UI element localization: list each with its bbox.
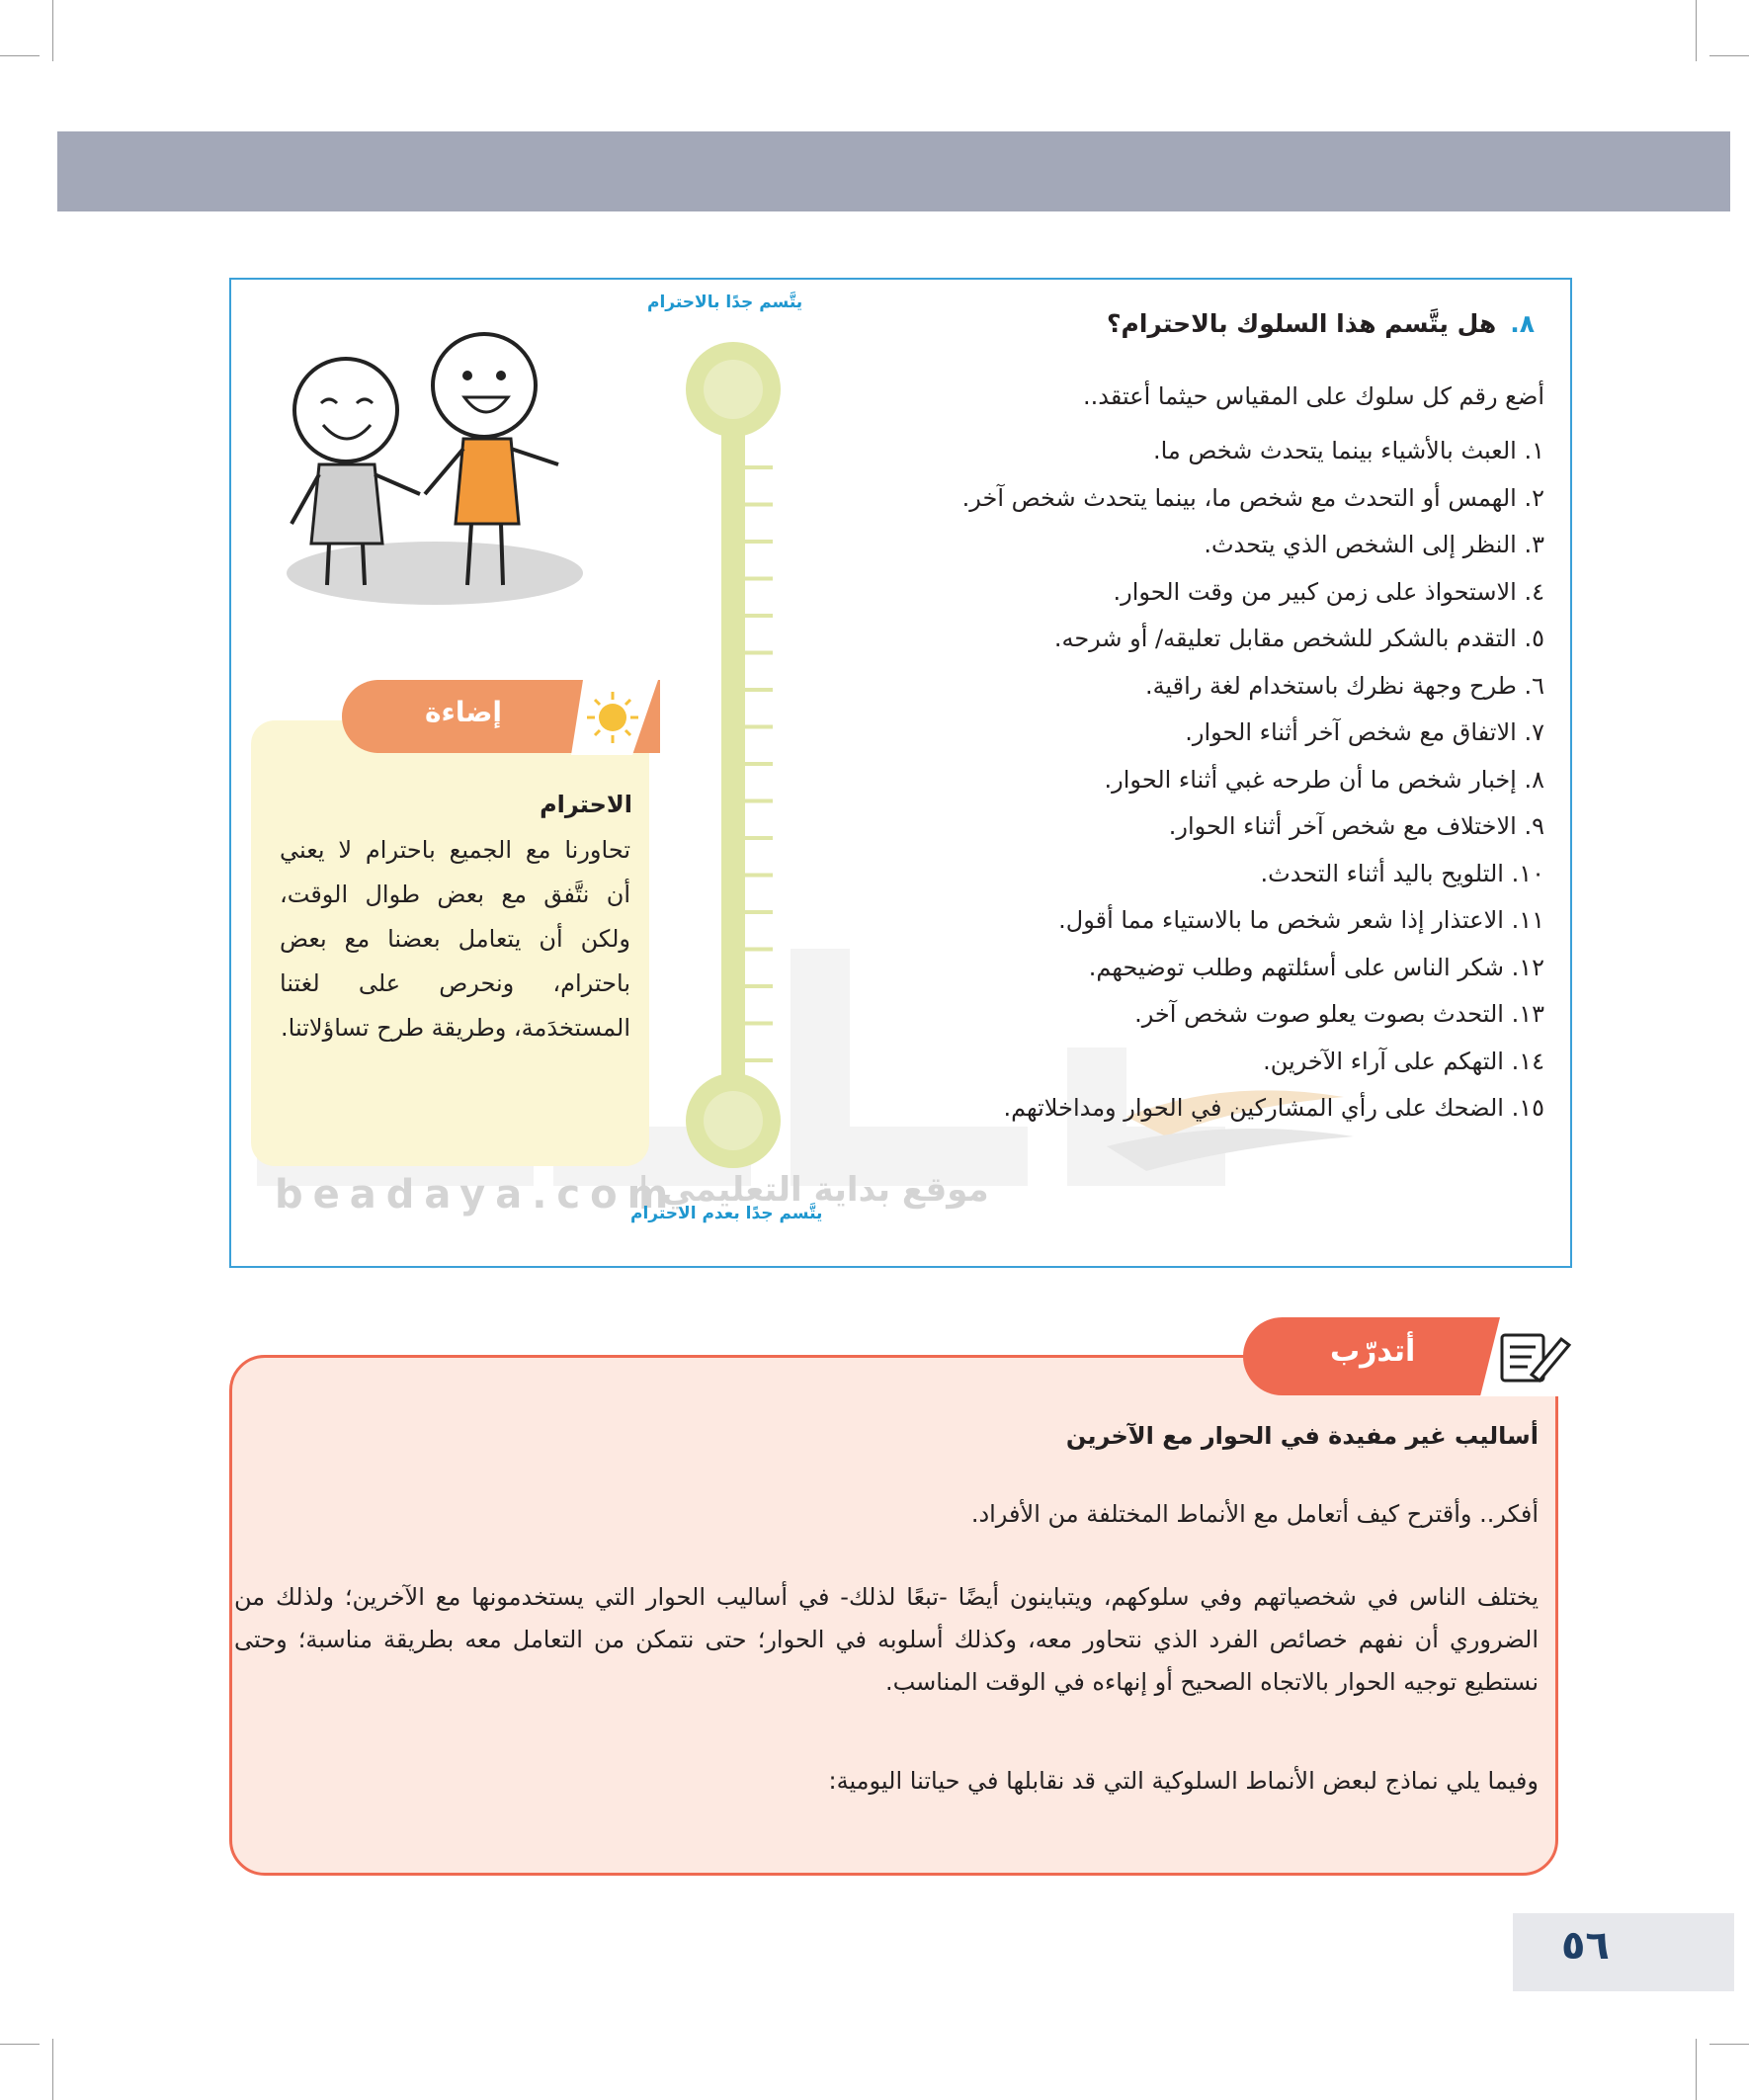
practice-followup: وفيما يلي نماذج لبعض الأنماط السلوكية التي قد نقابلها في حياتنا اليومية: <box>828 1767 1539 1795</box>
list-item: ١٥. الضحك على رأي المشاركين في الحوار ومداخلاتهم. <box>1003 1094 1544 1122</box>
crop-mark <box>0 55 40 56</box>
practice-intro: أفكر.. وأقترح كيف أتعامل مع الأنماط المختلفة من الأفراد. <box>970 1500 1539 1528</box>
list-item: ٥. التقدم بالشكر للشخص مقابل تعليقه/ أو شرحه. <box>1053 625 1544 652</box>
scale-ticks <box>745 467 773 1060</box>
friends-illustration <box>272 326 608 613</box>
list-item: ٩. الاختلاف مع شخص آخر أثناء الحوار. <box>1168 812 1544 840</box>
list-item: ٢. الهمس أو التحدث مع شخص ما، بينما يتحدث شخص آخر. <box>961 483 1544 512</box>
question-title <box>1107 309 1535 338</box>
crop-mark <box>1709 55 1749 56</box>
list-item: ١. العبث بالأشياء بينما يتحدث شخص ما. <box>1152 437 1544 464</box>
crop-mark <box>0 2044 40 2045</box>
crop-mark <box>1696 2039 1697 2100</box>
practice-heading: أساليب غير مفيدة في الحوار مع الآخرين <box>1065 1422 1539 1450</box>
header-band <box>57 131 1730 211</box>
question-title-text: هل يتَّسم هذا السلوك بالاحترام؟ <box>1107 309 1497 338</box>
list-item: ٤. الاستحواذ على زمن كبير من وقت الحوار. <box>1113 577 1544 606</box>
page-number-tab <box>1513 1913 1734 1991</box>
watermark-site: beadaya.com <box>275 1172 679 1218</box>
watermark-arabic: موقع بداية التعليمي | <box>637 1170 989 1210</box>
respect-scale <box>682 334 800 1204</box>
list-item: ١٣. التحدث بصوت يعلو صوت شخص آخر. <box>1134 1000 1544 1028</box>
list-item: ١٠. التلويح باليد أثناء التحدث. <box>1260 859 1544 887</box>
behavior-list <box>962 428 1544 1133</box>
notepad-icon <box>1480 1313 1599 1398</box>
scale-top-bulb-inner <box>704 360 763 419</box>
list-item: ٣. النظر إلى الشخص الذي يتحدث. <box>1204 531 1544 558</box>
list-item: ٦. طرح وجهة نظرك باستخدام لغة راقية. <box>1144 671 1544 700</box>
list-item: ١٢. شكر الناس على أسئلتهم وطلب توضيحهم. <box>1088 953 1544 981</box>
scale-stem <box>721 429 745 1121</box>
scale-bottom-label: يتَّسم جدًا بعدم الاحترام <box>630 1204 823 1223</box>
question-number: ٨. <box>1510 309 1535 338</box>
idea-heading: الاحترام <box>540 791 632 818</box>
practice-title: أتدرّب <box>1330 1334 1416 1369</box>
idea-title: إضاءة <box>425 696 503 728</box>
idea-text: تحاورنا مع الجميع باحترام لا يعني أن نتَّفق مع بعض طوال الوقت، ولكن أن يتعامل بعضنا مع بعض باحترام، ونحرص على لغتنا المستخدَمة، وطريقة طرح تساؤلاتنا. <box>280 836 630 1042</box>
practice-body: يختلف الناس في شخصياتهم وفي سلوكهم، ويتباينون أيضًا -تبعًا لذلك- في أساليب الحوار التي يستخدمونها مع الآخرين؛ ولذلك من الضروري أن نفهم خصائص الفرد الذي نتحاور معه، وكذلك أسلوبه في الحوار؛ حتى نتمكن من التعامل معه بطريقة مناسبة؛ وحتى نستطيع توجيه الحوار بالاتجاه الصحيح أو إنهاءه في الوقت المناسب. <box>234 1583 1539 1696</box>
question-instruction: أضع رقم كل سلوك على المقياس حيثما أعتقد.. <box>1083 382 1544 410</box>
list-item: ٧. الاتفاق مع شخص آخر أثناء الحوار. <box>1185 718 1544 746</box>
page-number: ٥٦ <box>1561 1923 1610 1969</box>
scale-top-label: يتَّسم جدًا بالاحترام <box>647 293 803 312</box>
list-item: ١٤. التهكم على آراء الآخرين. <box>1263 1047 1544 1075</box>
list-item: ١١. الاعتذار إذا شعر شخص ما بالاستياء مما أقول. <box>1058 906 1544 934</box>
crop-mark <box>52 2039 53 2100</box>
sun-icon <box>571 674 660 757</box>
crop-mark <box>1709 2044 1749 2045</box>
list-item: ٨. إخبار شخص ما أن طرحه غبي أثناء الحوار. <box>1104 765 1544 794</box>
crop-mark <box>52 0 53 61</box>
scale-bottom-bulb-inner <box>704 1091 763 1150</box>
crop-mark <box>1696 0 1697 61</box>
